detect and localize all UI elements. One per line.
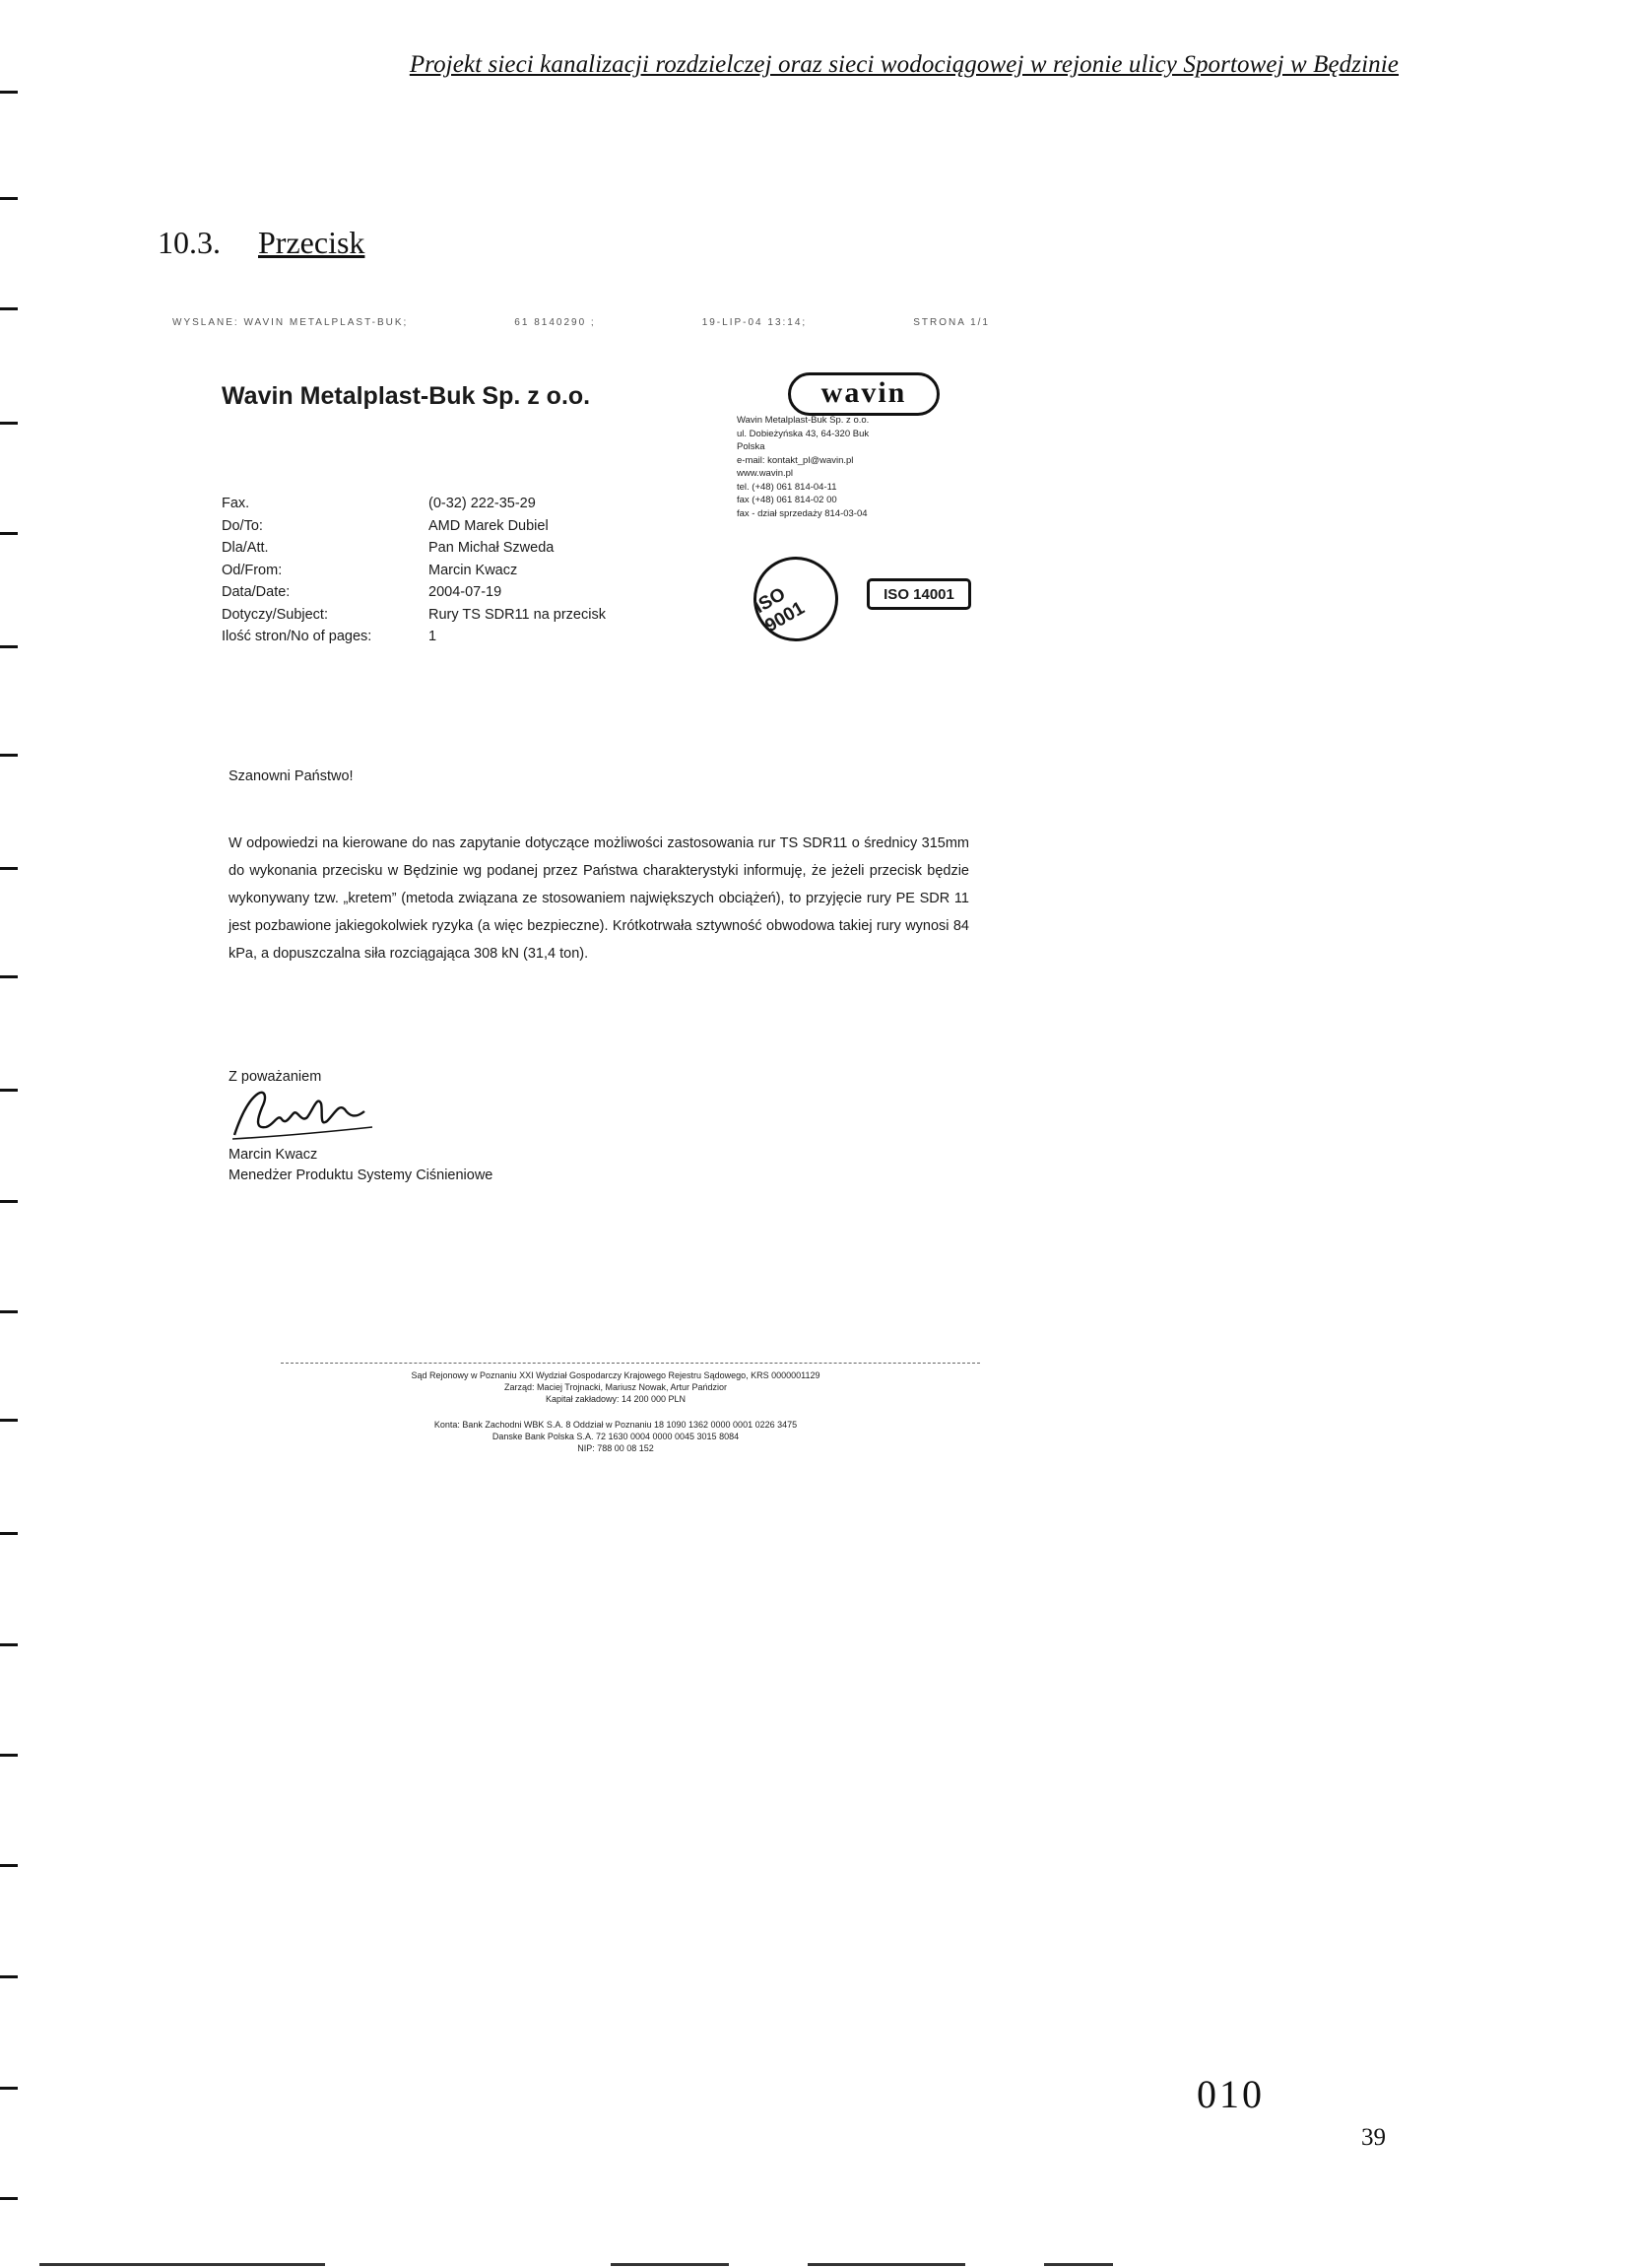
scan-bottom-edge <box>1044 2263 1113 2266</box>
scan-margin-mark <box>0 422 18 425</box>
scan-margin-mark <box>0 307 18 310</box>
fax-page: STRONA 1/1 <box>913 317 990 328</box>
meta-label: Dla/Att. <box>222 540 269 557</box>
meta-value: (0-32) 222-35-29 <box>428 496 536 512</box>
company-name: Wavin Metalplast-Buk Sp. z o.o. <box>222 382 591 410</box>
scan-margin-mark <box>0 754 18 757</box>
scan-margin-mark <box>0 1754 18 1757</box>
meta-value: Rury TS SDR11 na przecisk <box>428 606 606 623</box>
scan-margin-mark <box>0 1200 18 1203</box>
footer-line: Konta: Bank Zachodni WBK S.A. 8 Oddział w Poznaniu 18 1090 1362 0000 0001 0226 3475 <box>433 1420 798 1430</box>
footer-line: NIP: 788 00 08 152 <box>577 1443 654 1453</box>
company-address <box>737 414 869 520</box>
meta-row-to <box>222 515 606 538</box>
address-line: e-mail: kontakt_pl@wavin.pl <box>737 454 854 466</box>
scan-margin-mark <box>0 197 18 200</box>
scan-margin-mark <box>0 1864 18 1867</box>
section-number: 10.3. <box>158 225 221 260</box>
address-line: fax (+48) 061 814-02 00 <box>737 495 837 505</box>
meta-row-subject <box>222 604 606 627</box>
scan-margin-mark <box>0 1089 18 1092</box>
meta-value: AMD Marek Dubiel <box>428 517 549 534</box>
scan-margin-mark <box>0 2087 18 2090</box>
wavin-logo: wavin <box>788 372 940 416</box>
iso-9001-seal: ISO 9001 <box>738 541 853 656</box>
company-footer <box>281 1369 950 1454</box>
scan-bottom-edge <box>611 2263 729 2266</box>
iso-14001-badge: ISO 14001 <box>867 578 971 610</box>
signer-title: Menedżer Produktu Systemy Ciśnieniowe <box>229 1167 493 1183</box>
scan-margin-mark <box>0 91 18 94</box>
footer-rule <box>281 1363 980 1364</box>
handwritten-signature <box>229 1084 376 1145</box>
scan-margin-mark <box>0 1532 18 1535</box>
address-line: www.wavin.pl <box>737 468 794 479</box>
fax-sender: WYSLANE: WAVIN METALPLAST-BUK; <box>172 317 409 328</box>
running-header: Projekt sieci kanalizacji rozdzielczej oraz sieci wodociągowej w rejonie ulicy Sportowej w Będzinie <box>409 51 1399 78</box>
meta-label: Od/From: <box>222 562 283 578</box>
meta-value: Pan Michał Szweda <box>428 540 555 557</box>
scan-margin-mark <box>0 1310 18 1313</box>
address-line: tel. (+48) 061 814-04-11 <box>737 481 837 493</box>
fax-timestamp: 19-LIP-04 13:14; <box>701 317 808 328</box>
letter-greeting: Szanowni Państwo! <box>229 768 354 784</box>
scan-bottom-edge <box>808 2263 965 2266</box>
address-line: ul. Dobieżyńska 43, 64-320 Buk <box>737 428 870 439</box>
page-number: 39 <box>1361 2124 1386 2151</box>
meta-label: Do/To: <box>222 517 263 534</box>
footer-line: Kapitał zakładowy: 14 200 000 PLN <box>545 1394 687 1404</box>
fax-transmission-header <box>172 317 990 328</box>
footer-line: Zarząd: Maciej Trojnacki, Mariusz Nowak, Artur Pańdzior <box>503 1382 728 1392</box>
scan-margin-mark <box>0 645 18 648</box>
meta-label: Ilość stron/No of pages: <box>222 629 372 645</box>
scan-margin-mark <box>0 1419 18 1422</box>
meta-row-date <box>222 581 606 604</box>
scan-margin-mark <box>0 1975 18 1978</box>
scan-margin-mark <box>0 867 18 870</box>
scan-margin-mark <box>0 2197 18 2200</box>
section-heading <box>158 225 364 261</box>
scan-margin-mark <box>0 532 18 535</box>
footer-line: Danske Bank Polska S.A. 72 1630 0004 0000 0045 3015 8084 <box>491 1432 740 1441</box>
scan-bottom-edge <box>39 2263 325 2266</box>
fax-meta-table <box>222 493 606 648</box>
scan-margin-mark <box>0 1643 18 1646</box>
address-line: Polska <box>737 441 765 452</box>
signer-block <box>229 1145 492 1186</box>
meta-row-pages <box>222 626 606 648</box>
meta-value: Marcin Kwacz <box>428 562 518 578</box>
meta-row-attention <box>222 537 606 560</box>
meta-label: Dotyczy/Subject: <box>222 606 328 623</box>
meta-row-fax <box>222 493 606 515</box>
letter-closing: Z poważaniem <box>229 1069 322 1085</box>
address-line: Wavin Metalplast-Buk Sp. z o.o. <box>737 415 870 426</box>
meta-label: Fax. <box>222 496 250 512</box>
stamp-number: 010 <box>1197 2072 1265 2116</box>
signer-name: Marcin Kwacz <box>229 1147 318 1163</box>
scan-margin-mark <box>0 975 18 978</box>
meta-value: 2004-07-19 <box>428 584 502 601</box>
footer-line: Sąd Rejonowy w Poznaniu XXI Wydział Gospodarczy Krajowego Rejestru Sądowego, KRS 0000001129 <box>411 1370 820 1380</box>
meta-label: Data/Date: <box>222 584 291 601</box>
section-title: Przecisk <box>258 225 365 260</box>
letter-body: W odpowiedzi na kierowane do nas zapytanie dotyczące możliwości zastosowania rur TS SDR11 o średnicy 315mm do wykonania przecisku w Będzinie wg podanej przez Państwa charakterystyki informuję, że jeżeli przecisk będzie wykonywany tzw. „kretem” (metoda związana ze stosowaniem największych obciążeń), to przyjęcie rury PE SDR 11 jest pozbawione jakiegokolwiek ryzyka (a więc bezpieczne). Krótkotrwała sztywność obwodowa takiej rury wynosi 84 kPa, a dopuszczalna siła rozciągająca 308 kN (31,4 ton). <box>229 835 969 962</box>
meta-row-from <box>222 560 606 582</box>
meta-value: 1 <box>428 629 437 645</box>
fax-number: 61 8140290 ; <box>514 317 596 328</box>
address-line: fax - dział sprzedaży 814-03-04 <box>737 507 868 519</box>
